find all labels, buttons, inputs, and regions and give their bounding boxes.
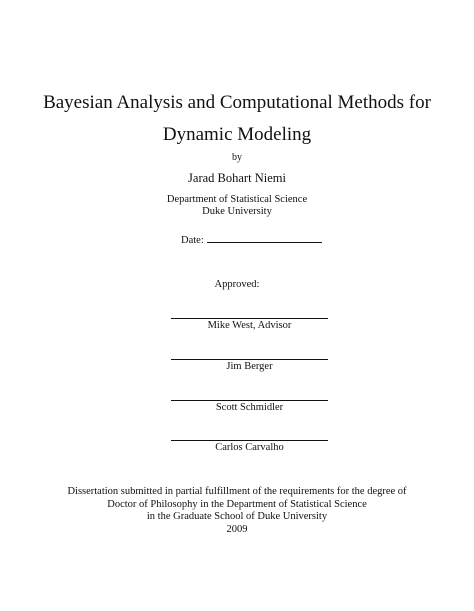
- committee-member-advisor: Mike West, Advisor: [207, 320, 292, 331]
- author-name: Jarad Bohart Niemi: [188, 171, 286, 185]
- approved-label: Approved:: [214, 279, 260, 290]
- by-label: by: [232, 152, 242, 163]
- degree-year: 2009: [226, 523, 248, 535]
- committee-member-4: Carlos Carvalho: [215, 442, 284, 453]
- dissertation-title-line-2: Dynamic Modeling: [162, 124, 312, 145]
- date-field: [181, 233, 322, 247]
- date-label: Date:: [181, 235, 204, 246]
- committee-member-3: Scott Schmidler: [215, 402, 284, 413]
- dissertation-title-line-1: Bayesian Analysis and Computational Methods for: [43, 92, 431, 113]
- degree-statement-line-1: Dissertation submitted in partial fulfillment of the requirements for the degree of: [67, 486, 407, 497]
- signature-line-advisor: [171, 318, 328, 319]
- date-signature-line: [207, 233, 322, 243]
- department-name: Department of Statistical Science: [166, 194, 308, 205]
- signature-line-member-4: [171, 440, 328, 441]
- degree-statement-line-3: in the Graduate School of Duke University: [146, 511, 328, 522]
- university-name: Duke University: [202, 206, 272, 217]
- committee-member-2: Jim Berger: [226, 361, 273, 372]
- degree-statement: [0, 486, 474, 536]
- degree-statement-line-2: Doctor of Philosophy in the Department of Statistical Science: [107, 498, 367, 510]
- signature-line-member-2: [171, 359, 328, 360]
- signature-line-member-3: [171, 400, 328, 401]
